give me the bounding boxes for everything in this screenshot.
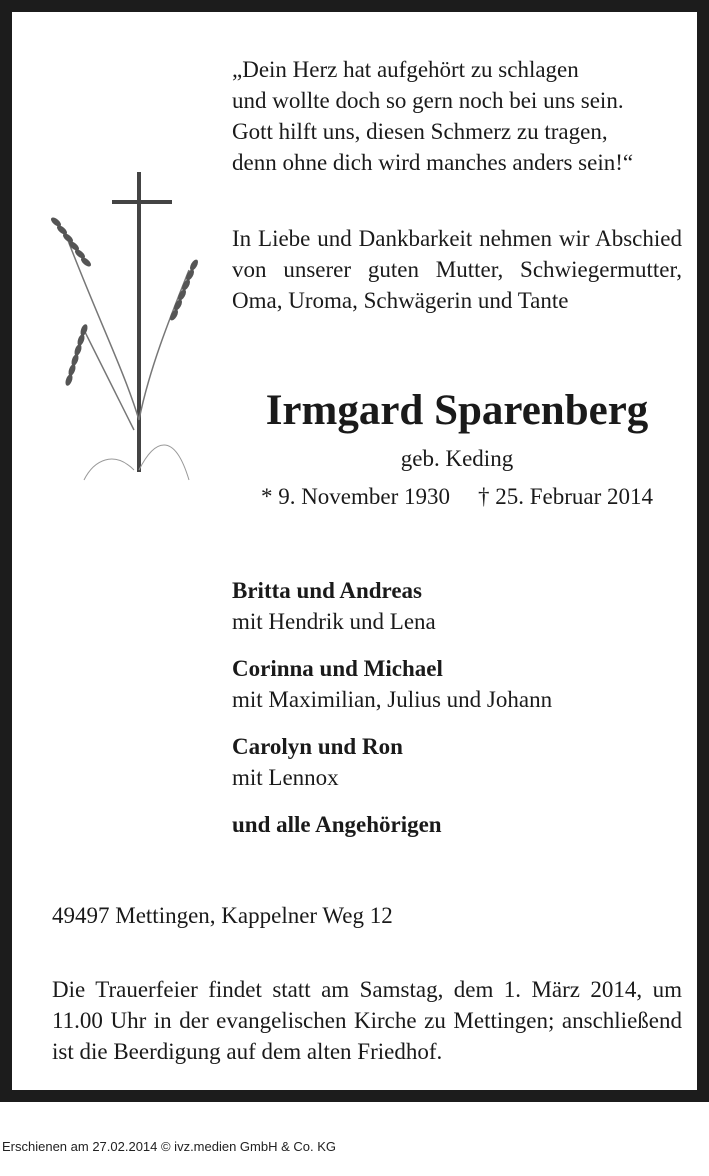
- family-names: Carolyn und Ron: [232, 734, 403, 759]
- family-names: Britta und Andreas: [232, 578, 423, 603]
- funeral-notice: Die Trauerfeier findet statt am Samstag, dem 1. März 2014, um 11.00 Uhr in der evangelischen Kirche zu Mettingen; anschließend ist die Beerdigung auf dem alten Friedhof.: [52, 977, 682, 1064]
- family-closing: und alle Angehörigen: [232, 812, 442, 837]
- family-children: mit Lennox: [232, 765, 339, 790]
- birth-date: * 9. November 1930: [260, 484, 451, 509]
- memorial-quote: „Dein Herz hat aufgehört zu schlagen und wollte doch so gern noch bei uns sein. Gott hilft uns, diesen Schmerz zu tragen, denn ohne dich wird manches anders sein!“: [232, 57, 634, 175]
- deceased-name: Irmgard Sparenberg: [265, 387, 649, 434]
- life-dates: [232, 482, 682, 512]
- birth-name: geb. Keding: [400, 446, 514, 471]
- cross-with-wheat-icon: [34, 170, 204, 490]
- family-group: [232, 731, 692, 793]
- family-group: [232, 653, 692, 715]
- publication-footer: Erschienen am 27.02.2014 © ivz.medien GmbH & Co. KG: [2, 1139, 337, 1154]
- family-children: mit Maximilian, Julius und Johann: [232, 687, 553, 712]
- family-children: mit Hendrik und Lena: [232, 609, 436, 634]
- farewell-intro: In Liebe und Dankbarkeit nehmen wir Abschied von unserer guten Mutter, Schwiegermutter, Oma, Uroma, Schwägerin und Tante: [232, 226, 682, 313]
- death-date: † 25. Februar 2014: [478, 484, 654, 509]
- address: 49497 Mettingen, Kappelner Weg 12: [52, 903, 393, 928]
- family-group: [232, 575, 692, 637]
- family-list: [232, 575, 692, 856]
- family-names: Corinna und Michael: [232, 656, 443, 681]
